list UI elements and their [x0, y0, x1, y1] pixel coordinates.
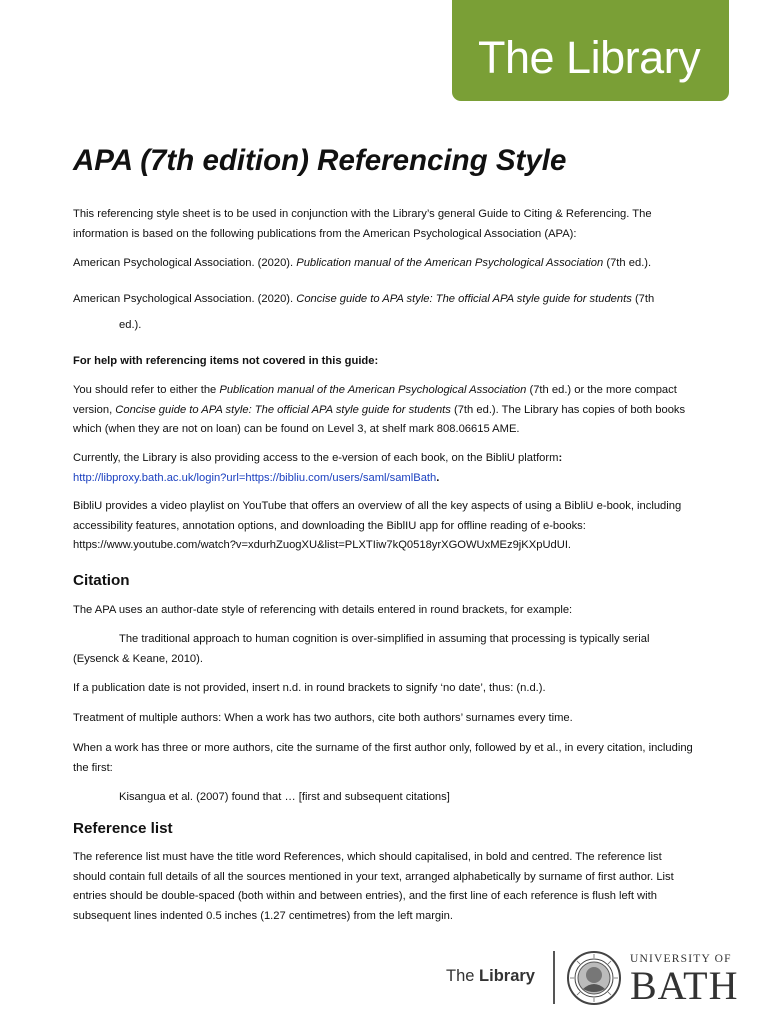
help-paragraph-3: BibliU provides a video playlist on YouTube that offers an overview of all the key aspects of using a BibliU e-book, including accessibility features, annotation options, and downloading the BiblIU app for offline reading of e-books: https://www.youtube.com/watch?v=xdurhZuogXU&list=PLXTIiw7kQ0518yrXGOWUxMEz9jKXpUdUI.	[73, 500, 682, 551]
university-of-bath-logo	[630, 953, 738, 1006]
help-paragraph-1	[73, 381, 693, 440]
help-heading	[73, 352, 693, 372]
reference-1	[73, 254, 693, 274]
help-p2-text: Currently, the Library is also providing access to the e-version of each book, on the BibliU platform	[73, 452, 559, 464]
help-p1-b: Publication manual of the American Psychological Association	[219, 384, 527, 396]
help-p1-a: You should refer to either the	[73, 384, 220, 396]
citation-paragraph-2: If a publication date is not provided, insert n.d. in round brackets to signify ‘no date’, thus: (n.d.).	[73, 682, 546, 694]
library-banner	[452, 0, 729, 101]
univ-line-2: BATH	[630, 963, 739, 1008]
help-p1-c: (7th ed.) or the more compact version,	[73, 384, 677, 416]
help-p2-colon: :	[558, 452, 563, 464]
banner-title: The Library	[478, 32, 701, 83]
ref2-title: Concise guide to APA style: The official APA style guide for students	[296, 293, 632, 305]
help-p1-d: Concise guide to APA style: The official APA style guide for students	[115, 403, 451, 416]
citation-paragraph-4: When a work has three or more authors, cite the surname of the first author only, followed by et al., in every citation, including the first:	[73, 742, 693, 774]
ref2-tail: (7th	[631, 293, 655, 305]
intro-paragraph: This referencing style sheet is to be used in conjunction with the Library’s general Guide to Citing & Referencing. The information is based on the following publications from the American Psychological Association (APA):	[73, 208, 652, 240]
reference-list-heading: Reference list	[73, 820, 173, 837]
university-seal-icon	[567, 951, 621, 1005]
citation-example-2: Kisangua et al. (2007) found that … [first and subsequent citations]	[119, 791, 450, 803]
help-heading-text: For help with referencing items not covered in this guide:	[73, 355, 379, 367]
citation-heading: Citation	[73, 572, 130, 589]
help-paragraph-2	[73, 449, 693, 488]
reference-2	[73, 290, 693, 310]
ref1-author: American Psychological Association. (2020).	[73, 257, 297, 269]
footer-divider	[553, 951, 555, 1004]
ref1-title: Publication manual of the American Psychological Association	[296, 257, 604, 269]
help-p2-dot: .	[436, 471, 440, 484]
footer-library-logo	[446, 967, 535, 986]
citation-paragraph-3: Treatment of multiple authors: When a work has two authors, cite both authors’ surnames every time.	[73, 712, 573, 724]
univ-line-1: UNIVERSITY OF	[630, 953, 732, 965]
page-title: APA (7th edition) Referencing Style	[73, 144, 567, 177]
citation-example: The traditional approach to human cognition is over-simplified in assuming that processing is typically serial (Eysenck & Keane, 2010).	[73, 633, 650, 665]
footer-lib-bold: Library	[479, 967, 535, 985]
citation-paragraph-1: The APA uses an author-date style of referencing with details entered in round brackets, for example:	[73, 604, 573, 616]
reference-2-continuation: ed.).	[119, 319, 142, 331]
footer-lib-prefix: The	[446, 967, 480, 985]
reference-list-paragraph: The reference list must have the title word References, which should capitalised, in bold and centred. The reference list should contain full details of all the sources mentioned in your text, arranged alphabetically by surname of first author. List entries should be double-spaced (both within and between entries), and the first line of each reference is flush left with subsequent lines indented 0.5 inches (1.27 centimetres) from the left margin.	[73, 851, 674, 922]
bibliu-link[interactable]: http://libproxy.bath.ac.uk/login?url=https://bibliu.com/users/saml/samlBath	[73, 471, 437, 484]
ref2-author: American Psychological Association. (2020).	[73, 293, 297, 305]
help-p1-e: (7th ed.). The Library has copies of both books which (when they are not on loan) can be found on Level 3, at shelf mark 808.06615 AME.	[73, 403, 686, 435]
ref1-tail: (7th ed.).	[603, 257, 652, 269]
